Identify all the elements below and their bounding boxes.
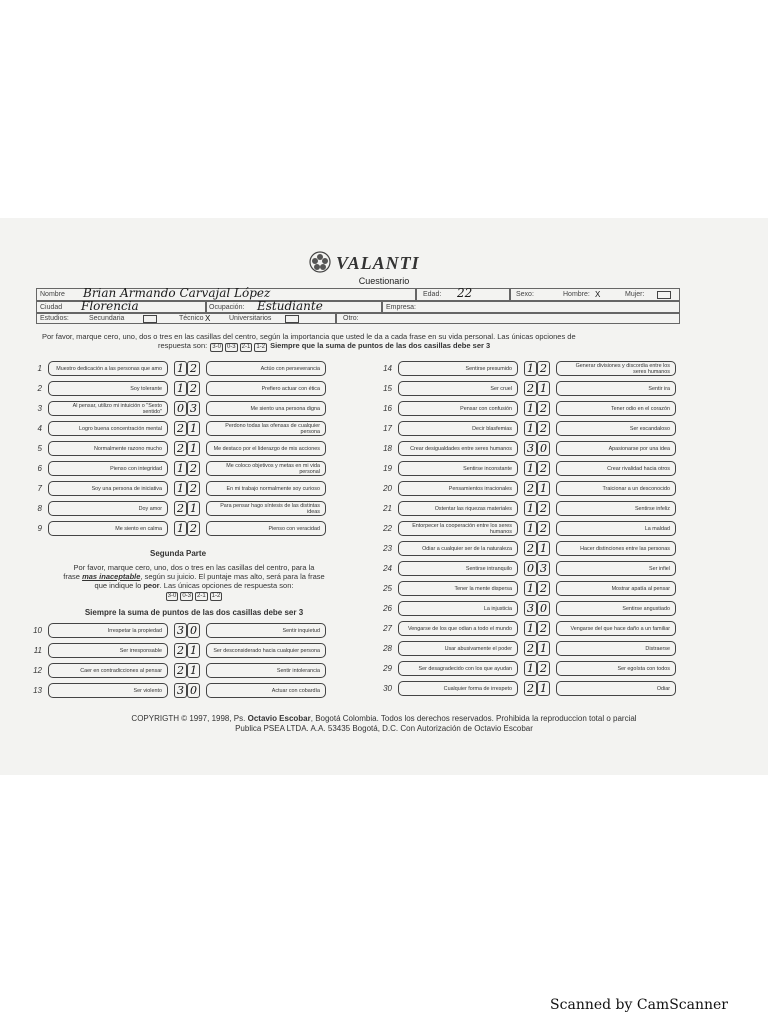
score-box-right[interactable]: 2 — [187, 481, 200, 496]
score-box-left[interactable]: 2 — [524, 541, 537, 556]
ocupacion-value: Estudiante — [257, 299, 323, 313]
score-box-right[interactable]: 2 — [537, 361, 550, 376]
statement-left: Pensar con confusión — [398, 401, 518, 416]
statement-left: Ser irresponsable — [48, 643, 168, 658]
score-box-right[interactable]: 1 — [537, 541, 550, 556]
statement-left: Ser desagradecido con los que ayudan — [398, 661, 518, 676]
statement-left: Pienso con integridad — [48, 461, 168, 476]
score-box-left[interactable]: 0 — [524, 561, 537, 576]
statement-left: Decir blasfemias — [398, 421, 518, 436]
statement-left: Caer en contradicciones al pensar — [48, 663, 168, 678]
score-box-right[interactable]: 2 — [187, 361, 200, 376]
part2-title: Segunda Parte — [150, 549, 207, 558]
scanner-footer: Scanned by CamScanner — [550, 997, 728, 1013]
question-number: 15 — [383, 384, 392, 393]
score-box-right[interactable]: 2 — [187, 521, 200, 536]
statement-left: Ostentar las riquezas materiales — [398, 501, 518, 516]
statement-left: Usar abusivamente el poder — [398, 641, 518, 656]
question-number: 3 — [37, 404, 42, 413]
statement-right: Vengarse del que hace daño a un familiar — [556, 621, 676, 636]
question-number: 12 — [33, 666, 42, 675]
statement-right: En mi trabajo normalmente soy curioso — [206, 481, 326, 496]
score-box-left[interactable]: 0 — [174, 401, 187, 416]
score-box-right[interactable]: 2 — [537, 461, 550, 476]
question-number: 27 — [383, 624, 392, 633]
statement-right: Mostrar apatía al pensar — [556, 581, 676, 596]
statement-left: Al pensar, utilizo mi intuición o "Sexto sentido" — [48, 401, 168, 416]
question-number: 26 — [383, 604, 392, 613]
score-box-right[interactable]: 1 — [537, 681, 550, 696]
hombre-checkbox[interactable]: X — [595, 290, 601, 299]
score-box-left[interactable]: 1 — [174, 461, 187, 476]
ciudad-field[interactable]: Ciudad Florencia — [36, 301, 206, 313]
statement-left: Ser cruel — [398, 381, 518, 396]
score-box-left[interactable]: 3 — [524, 441, 537, 456]
statement-right: Hacer distinciones entre las personas — [556, 541, 676, 556]
statement-right: Ser desconsiderado hacia cualquier persona — [206, 643, 326, 658]
question-number: 9 — [37, 524, 42, 533]
score-box-right[interactable]: 1 — [187, 663, 200, 678]
question-number: 14 — [383, 364, 392, 373]
statement-left: Tener la mente dispersa — [398, 581, 518, 596]
statement-left: Cualquier forma de irrespeto — [398, 681, 518, 696]
score-box-right[interactable]: 0 — [537, 601, 550, 616]
statement-right: La maldad — [556, 521, 676, 536]
score-box-left[interactable]: 3 — [524, 601, 537, 616]
question-number: 13 — [33, 686, 42, 695]
question-number: 10 — [33, 626, 42, 635]
universitarios-checkbox[interactable] — [285, 315, 299, 323]
score-box-right[interactable]: 1 — [537, 381, 550, 396]
score-box-right[interactable]: 2 — [537, 661, 550, 676]
score-box-right[interactable]: 3 — [537, 561, 550, 576]
score-box-left[interactable]: 1 — [524, 421, 537, 436]
score-box-right[interactable]: 2 — [187, 461, 200, 476]
score-box-left[interactable]: 2 — [174, 421, 187, 436]
statement-left: Sentirse intranquilo — [398, 561, 518, 576]
score-box-left[interactable]: 2 — [174, 501, 187, 516]
score-box-right[interactable]: 1 — [537, 481, 550, 496]
statement-left: Sentirse inconstante — [398, 461, 518, 476]
statement-right: Sentir ira — [556, 381, 676, 396]
otro-field[interactable]: Otro: — [336, 313, 680, 324]
question-number: 18 — [383, 444, 392, 453]
question-number: 8 — [37, 504, 42, 513]
question-number: 1 — [37, 364, 42, 373]
score-box-right[interactable]: 2 — [537, 581, 550, 596]
question-number: 17 — [383, 424, 392, 433]
score-box-right[interactable]: 0 — [537, 441, 550, 456]
score-box-left[interactable]: 1 — [524, 461, 537, 476]
edad-value: 22 — [457, 286, 473, 300]
statement-right: Sentirse angustiado — [556, 601, 676, 616]
score-box-left[interactable]: 1 — [524, 361, 537, 376]
question-number: 7 — [37, 484, 42, 493]
question-number: 19 — [383, 464, 392, 473]
statement-right: Me coloco objetivos y metas en mi vida personal — [206, 461, 326, 476]
question-number: 21 — [383, 504, 392, 513]
question-number: 11 — [33, 646, 42, 655]
valanti-logo — [308, 250, 418, 276]
statement-left: Logro buena concentración mental — [48, 421, 168, 436]
statement-left: Irrespetar la propiedad — [48, 623, 168, 638]
question-number: 22 — [383, 524, 392, 533]
part2-rule: Siempre la suma de puntos de las dos casillas debe ser 3 — [84, 608, 304, 617]
statement-right: Tener odio en el corazón — [556, 401, 676, 416]
nombre-value: Brian Armando Carvajal López — [83, 286, 271, 300]
score-box-left[interactable]: 1 — [174, 521, 187, 536]
form-subtitle: Cuestionario — [358, 276, 410, 286]
question-number: 28 — [383, 644, 392, 653]
statement-right: Distraerse — [556, 641, 676, 656]
statement-right: Crear rivalidad hacia otros — [556, 461, 676, 476]
statement-left: Doy amor — [48, 501, 168, 516]
score-box-right[interactable]: 1 — [537, 641, 550, 656]
score-box-left[interactable]: 2 — [524, 381, 537, 396]
statement-left: Me siento en calma — [48, 521, 168, 536]
score-box-right[interactable]: 1 — [187, 643, 200, 658]
scanned-sheet — [0, 218, 768, 775]
question-number: 6 — [37, 464, 42, 473]
statement-right: Sentirse infeliz — [556, 501, 676, 516]
statement-right: Apasionarse por una idea — [556, 441, 676, 456]
score-box-right[interactable]: 2 — [537, 501, 550, 516]
score-box-left[interactable]: 1 — [174, 481, 187, 496]
question-number: 4 — [37, 424, 42, 433]
statement-right: Ser infiel — [556, 561, 676, 576]
statement-left: Pensamientos irracionales — [398, 481, 518, 496]
statement-right: Generar divisiones y discordia entre los seres humanos — [556, 361, 676, 376]
score-box-left[interactable]: 2 — [524, 681, 537, 696]
score-box-left[interactable]: 1 — [524, 581, 537, 596]
score-box-right[interactable]: 0 — [187, 683, 200, 698]
statement-right: Odiar — [556, 681, 676, 696]
score-box-left[interactable]: 1 — [524, 501, 537, 516]
statement-left: Sentirse presumido — [398, 361, 518, 376]
score-box-left[interactable]: 1 — [524, 661, 537, 676]
question-number: 16 — [383, 404, 392, 413]
instructions-line2: respuesta son: 3-0 0-3 2-1 1-2 Siempre que la suma de puntos de las dos casillas debe ser 3 — [158, 341, 491, 350]
score-box-left[interactable]: 1 — [174, 361, 187, 376]
mujer-checkbox[interactable] — [657, 291, 671, 299]
statement-right: Actúo con perseverancia — [206, 361, 326, 376]
score-box-right[interactable]: 1 — [187, 441, 200, 456]
nombre-field[interactable]: Nombre Brian Armando Carvajal López — [36, 288, 416, 301]
ocupacion-field[interactable]: Ocupación: Estudiante — [206, 301, 382, 313]
score-box-right[interactable]: 1 — [187, 501, 200, 516]
score-box-left[interactable]: 2 — [524, 481, 537, 496]
score-box-left[interactable]: 1 — [524, 401, 537, 416]
score-box-right[interactable]: 3 — [187, 401, 200, 416]
ciudad-value: Florencia — [81, 299, 139, 313]
sexo-field[interactable]: Sexo: Hombre: X Mujer: — [510, 288, 680, 301]
statement-right: Ser egoísta con todos — [556, 661, 676, 676]
statement-right: Me siento una persona digna — [206, 401, 326, 416]
question-number: 30 — [383, 684, 392, 693]
statement-right: Actuar con cobardía — [206, 683, 326, 698]
score-box-left[interactable]: 2 — [174, 663, 187, 678]
score-box-right[interactable]: 1 — [187, 421, 200, 436]
empresa-field[interactable]: Empresa: — [382, 301, 680, 313]
score-box-right[interactable]: 2 — [537, 521, 550, 536]
score-box-left[interactable]: 3 — [174, 623, 187, 638]
statement-right: Me destaco por el liderazgo de mis acciones — [206, 441, 326, 456]
statement-left: Odiar a cualquier ser de la naturaleza — [398, 541, 518, 556]
statement-left: Ser violento — [48, 683, 168, 698]
score-box-left[interactable]: 2 — [174, 643, 187, 658]
statement-right: Prefiero actuar con ética — [206, 381, 326, 396]
statement-right: Sentir intolerancia — [206, 663, 326, 678]
question-number: 5 — [37, 444, 42, 453]
score-box-left[interactable]: 3 — [174, 683, 187, 698]
flower-emblem-icon — [308, 250, 332, 274]
question-number: 20 — [383, 484, 392, 493]
statement-right: Perdono todas las ofensas de cualquier persona — [206, 421, 326, 436]
statement-left: Entorpecer la cooperación entre los seres humanos — [398, 521, 518, 536]
estudios-field[interactable]: Estudios: Secundaria Técnico X Universitarios — [36, 313, 336, 324]
tecnico-checkbox[interactable]: X — [205, 314, 211, 323]
question-number: 23 — [383, 544, 392, 553]
score-box-right[interactable]: 0 — [187, 623, 200, 638]
statement-left: Soy una persona de iniciativa — [48, 481, 168, 496]
question-number: 24 — [383, 564, 392, 573]
score-box-left[interactable]: 2 — [174, 441, 187, 456]
copyright: COPYRIGTH © 1997, 1998, Ps. Octavio Escobar, Bogotá Colombia. Todos los derechos reservados. Prohibida la reproduccion total o parcial Publica PSEA LTDA. A.A. 53435 Bogotá, D.C. Con Autorización de Octavio Escobar — [131, 714, 637, 733]
score-box-left[interactable]: 1 — [524, 521, 537, 536]
logo-text: VALANTI — [336, 253, 420, 273]
question-number: 25 — [383, 584, 392, 593]
score-box-left[interactable]: 1 — [524, 621, 537, 636]
statement-right: Traicionar a un desconocido — [556, 481, 676, 496]
part2-instructions: Por favor, marque cero, uno, dos o tres en las casillas del centro, para la frase mas inaceptable, según su juicio. El puntaje mas alto, será para la frase que indique lo peor. Las únicas opciones de respuesta son: 3-0 0-3 2-1 1-2 — [63, 563, 325, 599]
score-box-left[interactable]: 1 — [174, 381, 187, 396]
statement-left: Vengarse de los que odian a todo el mundo — [398, 621, 518, 636]
score-box-right[interactable]: 2 — [537, 401, 550, 416]
statement-left: La injusticia — [398, 601, 518, 616]
question-number: 2 — [37, 384, 42, 393]
secundaria-checkbox[interactable] — [143, 315, 157, 323]
score-box-right[interactable]: 2 — [537, 621, 550, 636]
instructions-line1: Por favor, marque cero, uno, dos o tres en las casillas del centro, según la importancia que usted le da a cada frase en su vida personal. Las únicas opciones de — [42, 332, 576, 341]
statement-left: Crear desigualdades entre seres humanos — [398, 441, 518, 456]
score-box-right[interactable]: 2 — [187, 381, 200, 396]
statement-right: Para pensar hago síntesis de las distintas ideas — [206, 501, 326, 516]
score-box-right[interactable]: 2 — [537, 421, 550, 436]
score-box-left[interactable]: 2 — [524, 641, 537, 656]
question-number: 29 — [383, 664, 392, 673]
statement-right: Ser escandaloso — [556, 421, 676, 436]
edad-field[interactable]: Edad: 22 — [416, 288, 510, 301]
statement-right: Pienso con veracidad — [206, 521, 326, 536]
statement-right: Sentir inquietud — [206, 623, 326, 638]
statement-left: Normalmente razono mucho — [48, 441, 168, 456]
statement-left: Muestro dedicación a las personas que amo — [48, 361, 168, 376]
statement-left: Soy tolerante — [48, 381, 168, 396]
